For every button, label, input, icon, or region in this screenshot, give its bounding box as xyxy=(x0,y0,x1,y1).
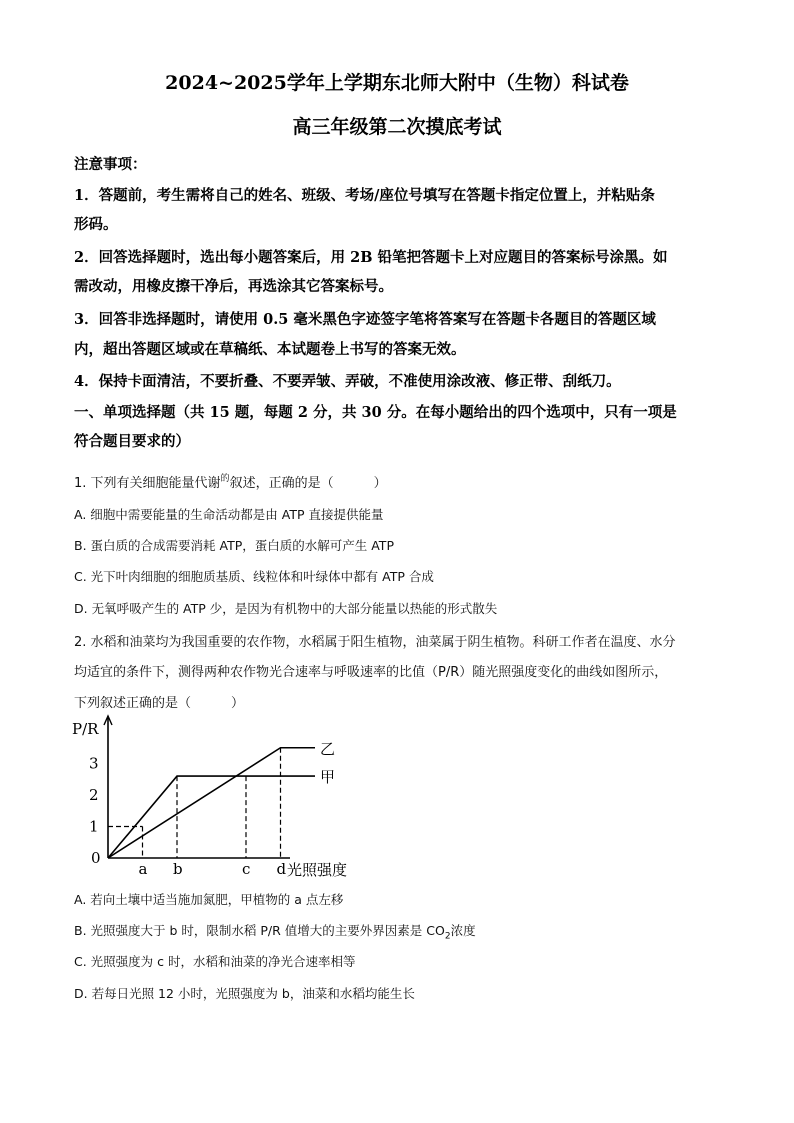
x-tick-label: d xyxy=(276,860,287,878)
question-1-option-a: A. 细胞中需要能量的生命活动都是由 ATP 直接提供能量 xyxy=(74,507,384,522)
series-label: 乙 xyxy=(320,739,336,758)
x-tick-label: b xyxy=(173,860,183,878)
notes-item-2-line-1: 2．回答选择题时，选出每小题答案后，用 2B 铅笔把答题卡上对应题目的答案标号涂黑。如 xyxy=(74,249,668,266)
x-tick-label: a xyxy=(138,860,148,878)
x-axis-label: 光照强度 xyxy=(287,861,348,879)
question-2-option-b xyxy=(74,921,476,942)
notes-item-2-line-2: 需改动，用橡皮擦干净后，再选涂其它答案标号。 xyxy=(74,278,393,295)
notes-item-1-line-1: 1．答题前，考生需将自己的姓名、班级、考场/座位号填写在答题卡指定位置上，并粘贴条 xyxy=(74,187,655,204)
origin-label: 0 xyxy=(91,849,101,867)
notes-heading: 注意事项： xyxy=(74,156,147,173)
question-2-stem-line-3 xyxy=(74,692,244,711)
series-line-yi xyxy=(108,748,315,858)
question-2-stem-line-2: 均适宜的条件下，测得两种农作物光合速率与呼吸速率的比值（P/R）随光照强度变化的曲线如图所示， xyxy=(74,665,668,680)
section-1-heading-line-1: 一、单项选择题（共 15 题，每题 2 分，共 30 分。在每小题给出的四个选项中，只有一项是 xyxy=(74,404,677,421)
y-tick-label: 2 xyxy=(89,786,99,804)
question-2-option-a: A. 若向土壤中适当施加氮肥，甲植物的 a 点左移 xyxy=(74,892,344,907)
question-1-option-d: D. 无氧呼吸产生的 ATP 少，是因为有机物中的大部分能量以热能的形式散失 xyxy=(74,601,498,616)
question-1-stem-part-b: 叙述，正确的是（ xyxy=(229,476,334,491)
question-2-option-d: D. 若每日光照 12 小时，光照强度为 b，油菜和水稻均能生长 xyxy=(74,986,415,1001)
question-1-stem-part-a: 1. 下列有关细胞能量代谢 xyxy=(74,476,221,491)
notes-item-1-line-2: 形码。 xyxy=(74,216,118,233)
exam-title: 2024~2025学年上学期东北师大附中（生物）科试卷 xyxy=(165,72,629,94)
exam-subtitle: 高三年级第二次摸底考试 xyxy=(292,116,502,138)
question-2-stem-line-1: 2. 水稻和油菜均为我国重要的农作物，水稻属于阳生植物，油菜属于阴生植物。科研工作者在温度、水分 xyxy=(74,635,676,650)
notes-item-3-line-1: 3．回答非选择题时，请使用 0.5 毫米黑色字迹签字笔将答案写在答题卡各题目的答题区域 xyxy=(74,311,656,328)
notes-item-4: 4．保持卡面清洁，不要折叠、不要弄皱、弄破，不准使用涂改液、修正带、刮纸刀。 xyxy=(74,373,621,390)
pr-light-chart xyxy=(68,712,368,882)
y-tick-label: 3 xyxy=(89,754,99,773)
series-line-jia xyxy=(108,776,315,858)
section-1-heading-line-2: 符合题目要求的） xyxy=(74,433,190,450)
question-1-stem-mark: 的 xyxy=(220,474,230,484)
question-2-stem-close: ） xyxy=(231,696,245,711)
question-1-stem xyxy=(74,472,387,491)
question-1-option-b: B. 蛋白质的合成需要消耗 ATP，蛋白质的水解可产生 ATP xyxy=(74,538,394,553)
y-tick-label: 1 xyxy=(89,817,99,836)
question-2-option-b-suffix: 浓度 xyxy=(450,923,476,938)
question-2-option-b-text: B. 光照强度大于 b 时，限制水稻 P/R 值增大的主要外界因素是 CO xyxy=(74,923,445,938)
question-2-option-b-subscript: 2 xyxy=(444,931,451,942)
question-2-stem-text: 下列叙述正确的是（ xyxy=(74,696,192,711)
y-axis-label: P/R xyxy=(72,720,99,738)
question-1-option-c: C. 光下叶肉细胞的细胞质基质、线粒体和叶绿体中都有 ATP 合成 xyxy=(74,569,434,584)
x-tick-label: c xyxy=(242,860,251,878)
series-label: 甲 xyxy=(320,768,336,787)
question-1-stem-close: ） xyxy=(373,476,387,491)
notes-item-3-line-2: 内，超出答题区域或在草稿纸、本试题卷上书写的答案无效。 xyxy=(74,341,466,358)
question-2-option-c: C. 光照强度为 c 时，水稻和油菜的净光合速率相等 xyxy=(74,954,356,969)
